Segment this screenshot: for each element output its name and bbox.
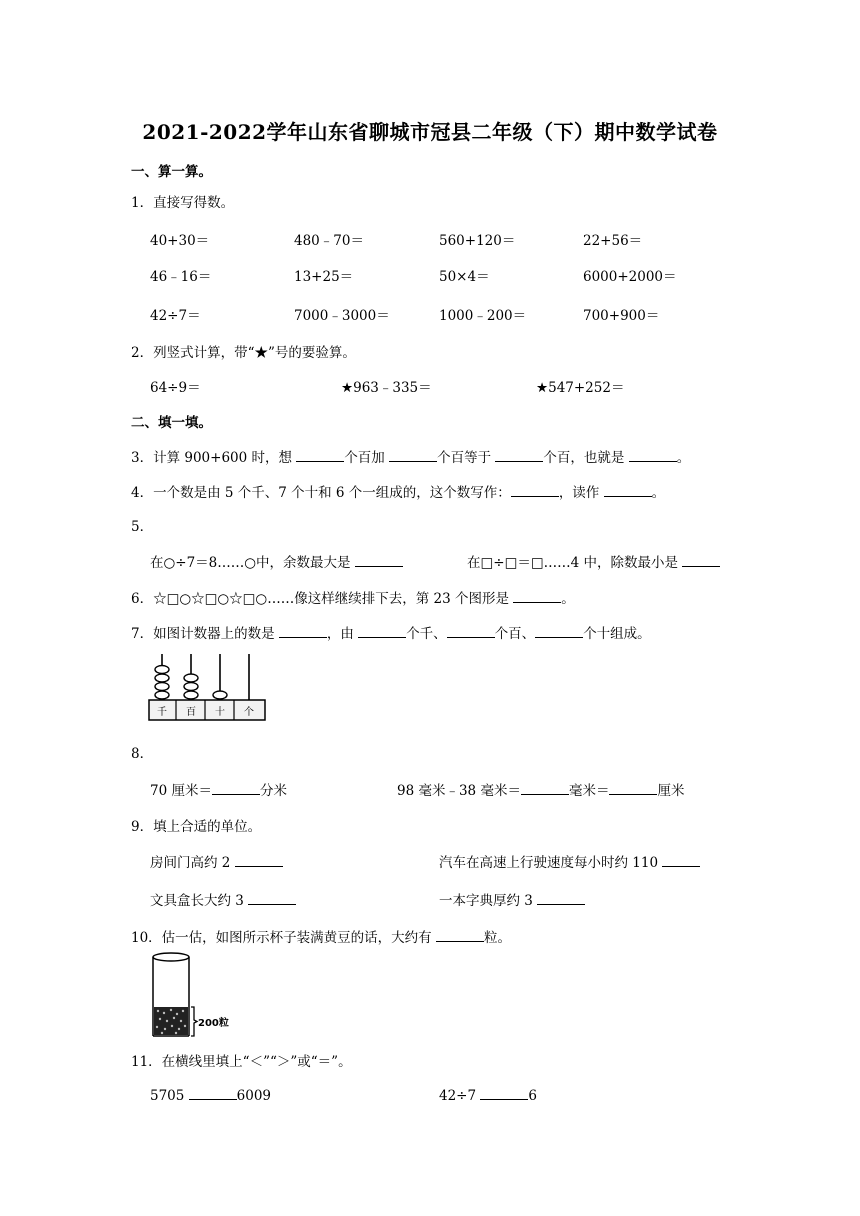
answer-blank[interactable] <box>296 448 344 462</box>
question-9-item: 文具盒长大约 3 <box>150 889 296 909</box>
question-5-label: 5． <box>131 519 154 535</box>
question-8-right: 98 毫米﹣38 毫米＝ 毫米＝ 厘米 <box>397 783 685 799</box>
question-5-left: 在○÷7＝8……○中，余数最大是 <box>150 551 403 571</box>
oral-calc-item: 1000﹣200＝ <box>439 308 527 324</box>
answer-blank[interactable] <box>682 553 720 567</box>
answer-blank[interactable] <box>447 624 495 638</box>
answer-blank[interactable] <box>662 853 700 867</box>
question-11-label: 11．在横线里填上“＜”“＞”或“＝”。 <box>131 1054 352 1070</box>
answer-blank[interactable] <box>513 589 561 603</box>
abacus-label-tens: 十 <box>215 707 225 718</box>
oral-calc-item: 480﹣70＝ <box>294 233 364 249</box>
answer-blank[interactable] <box>537 891 585 905</box>
answer-blank[interactable] <box>358 624 406 638</box>
answer-blank[interactable] <box>355 553 403 567</box>
question-9-item: 一本字典厚约 3 <box>439 889 585 909</box>
question-5-right: 在□÷□＝□……4 中，除数最小是 <box>467 551 720 571</box>
oral-calc-item: 42÷7＝ <box>150 308 201 324</box>
oral-calc-item: 22+56＝ <box>583 233 643 249</box>
answer-blank[interactable] <box>436 928 484 942</box>
answer-blank[interactable] <box>279 624 327 638</box>
cup-figure <box>146 950 256 1045</box>
question-11-left: 5705 6009 <box>150 1088 272 1104</box>
section-heading-2: 二、填一填。 <box>131 415 212 431</box>
abacus-bead <box>213 691 227 699</box>
answer-blank[interactable] <box>248 891 296 905</box>
oral-calc-item: 560+120＝ <box>439 233 516 249</box>
answer-blank[interactable] <box>609 781 657 795</box>
page-title: 2021-2022学年山东省聊城市冠县二年级（下）期中数学试卷 <box>142 120 718 144</box>
answer-blank[interactable] <box>212 781 260 795</box>
answer-blank[interactable] <box>495 448 543 462</box>
vertical-calc-item: ★547+252＝ <box>536 380 625 396</box>
answer-blank[interactable] <box>535 624 583 638</box>
question-4: 4．一个数是由 5 个千、7 个十和 6 个一组成的，这个数写作： ，读作 。 <box>131 485 666 501</box>
cup-label: 200粒 <box>198 1018 229 1029</box>
question-7: 7．如图计数器上的数是 ，由 个千、 个百、 个十组成。 <box>131 626 651 642</box>
answer-blank[interactable] <box>521 781 569 795</box>
question-1-label: 1．直接写得数。 <box>131 195 235 211</box>
oral-calc-item: 50×4＝ <box>439 269 490 285</box>
answer-blank[interactable] <box>189 1086 237 1100</box>
oral-calc-item: 6000+2000＝ <box>583 269 677 285</box>
oral-calc-item: 13+25＝ <box>294 269 354 285</box>
abacus-label-thousands: 千 <box>157 707 167 718</box>
answer-blank[interactable] <box>235 853 283 867</box>
section-heading-1: 一、算一算。 <box>131 164 212 180</box>
abacus-figure <box>148 652 268 724</box>
oral-calc-item: 46﹣16＝ <box>150 269 212 285</box>
question-2-label: 2．列竖式计算，带“★”号的要验算。 <box>131 345 356 361</box>
vertical-calc-item: 64÷9＝ <box>150 380 201 396</box>
question-9-label: 9．填上合适的单位。 <box>131 819 262 835</box>
question-3: 3．计算 900+600 时，想 个百加 个百等于 个百，也就是 。 <box>131 450 691 466</box>
abacus-bead <box>155 674 169 682</box>
abacus-bead <box>184 691 198 699</box>
abacus-label-ones: 个 <box>244 707 254 718</box>
abacus-bead <box>184 683 198 691</box>
answer-blank[interactable] <box>389 448 437 462</box>
oral-calc-item: 700+900＝ <box>583 308 660 324</box>
answer-blank[interactable] <box>604 483 652 497</box>
question-11-right: 42÷7 6 <box>439 1088 537 1104</box>
question-8-label: 8． <box>131 746 154 762</box>
vertical-calc-item: ★963﹣335＝ <box>341 380 432 396</box>
answer-blank[interactable] <box>629 448 677 462</box>
question-8-left: 70 厘米＝ 分米 <box>150 783 287 799</box>
abacus-label-hundreds: 百 <box>186 707 196 718</box>
abacus-bead <box>155 666 169 674</box>
question-6: 6．☆□○☆□○☆□○……像这样继续排下去，第 23 个图形是 。 <box>131 591 575 607</box>
abacus-bead <box>184 674 198 682</box>
abacus-bead <box>155 683 169 691</box>
oral-calc-item: 40+30＝ <box>150 233 210 249</box>
question-10: 10．估一估，如图所示杯子装满黄豆的话，大约有 粒。 <box>131 930 511 946</box>
question-9-item: 房间门高约 2 <box>150 851 283 871</box>
answer-blank[interactable] <box>511 483 559 497</box>
abacus-bead <box>155 691 169 699</box>
answer-blank[interactable] <box>480 1086 528 1100</box>
oral-calc-item: 7000﹣3000＝ <box>294 308 390 324</box>
question-9-item: 汽车在高速上行驶速度每小时约 110 <box>439 851 700 871</box>
